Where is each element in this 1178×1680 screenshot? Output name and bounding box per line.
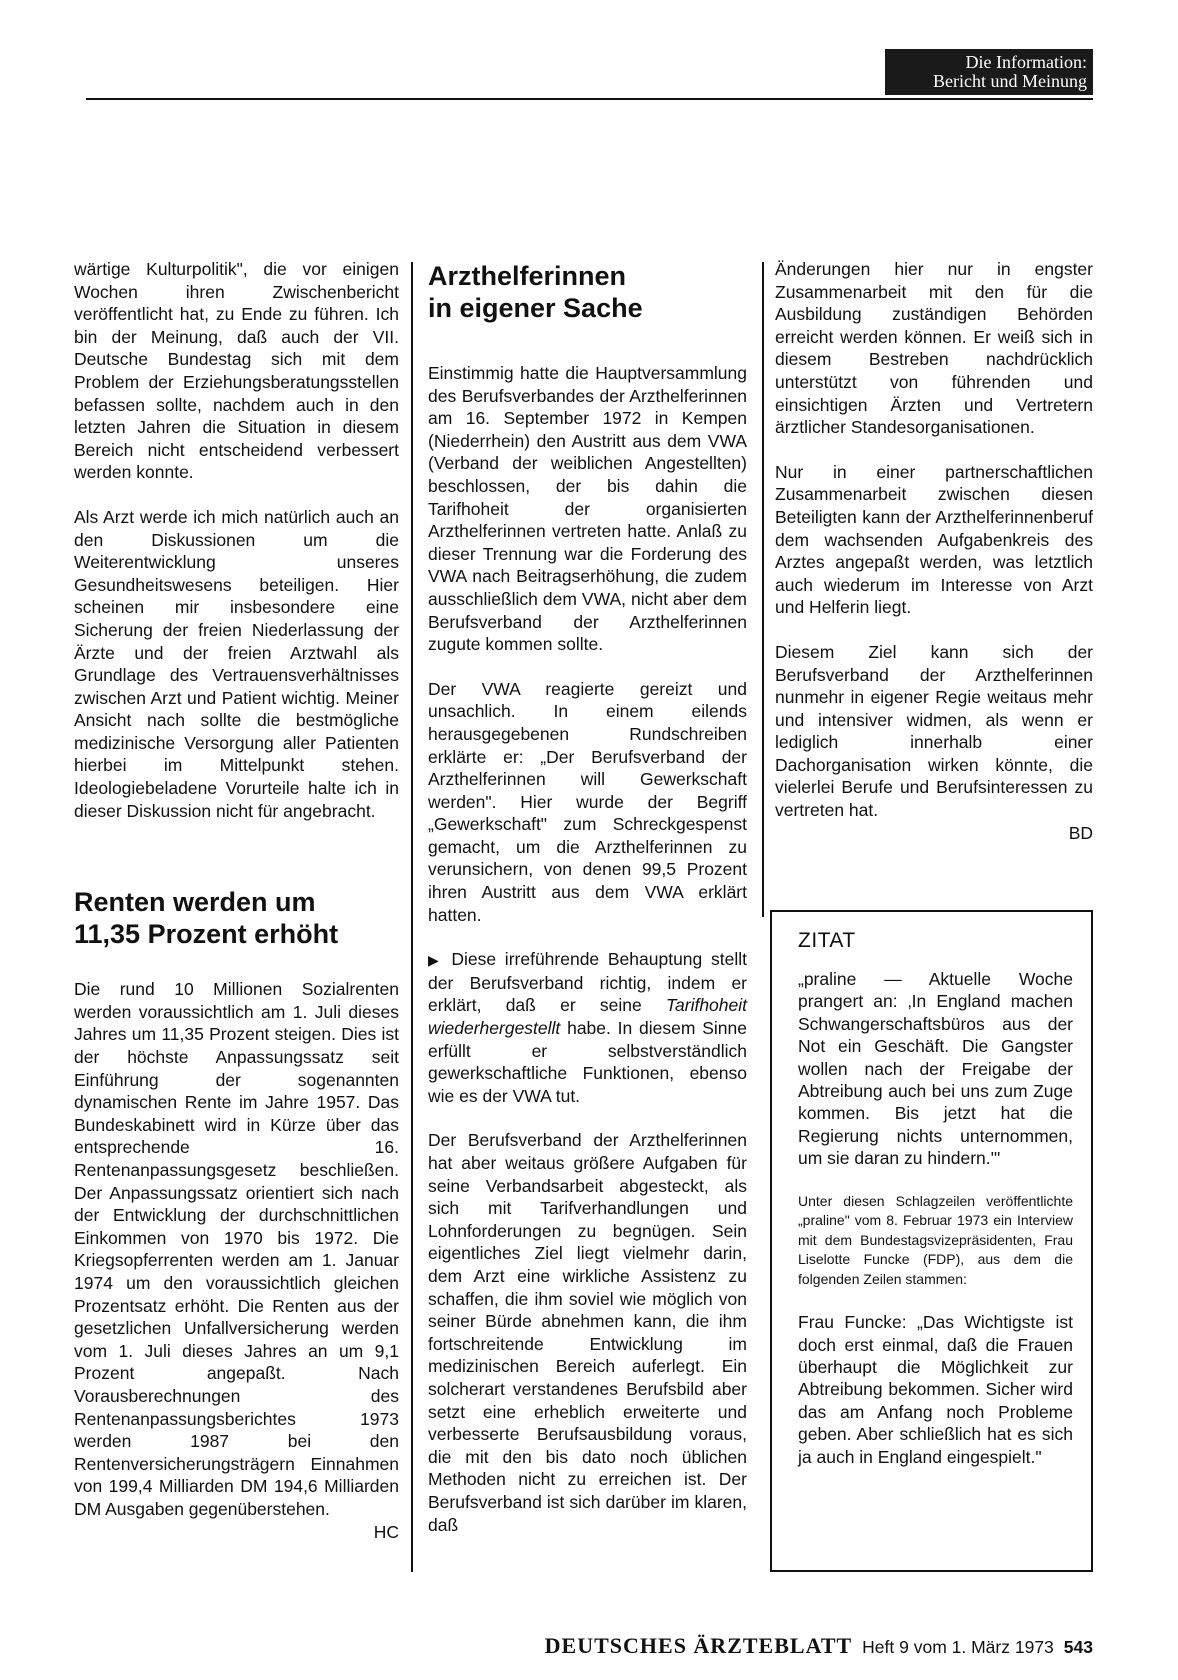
richtigstellung-text-2: habe. In diesem Sinne erfüllt er selbstverständlich gewerkschaftliche Funktionen, ebenso wie es der VWA tut.	[428, 1018, 747, 1106]
heading-arzthelferinnen-line1: Arzthelferinnen	[428, 261, 627, 291]
heading-arzthelferinnen	[428, 260, 747, 324]
zitat-quote: „praline — Aktuelle Woche prangert an: ‚In England machen Schwangerschaftsbüros aus der Not ein Geschäft. Die Gangster wollen nach der Freigabe der Abtreibung auch bei uns zum Zuge kommen. Bis jetzt hat die Regierung nichts unternommen, um sie daran zu hindern.'"	[798, 969, 1073, 1169]
zitat-box	[770, 910, 1093, 1572]
paragraph-partnerschaft: Nur in einer partnerschaftlichen Zusammenarbeit zwischen diesen Beteiligten kann der Arzthelferinnenberuf dem wachsenden Aufgabenkreis des Arztes angepaßt werden, was letztlich auch wiederum im Interesse von Arzt und Helferin liegt.	[775, 461, 1093, 618]
zitat-intro: Unter diesen Schlagzeilen veröffentlichte „praline" vom 8. Februar 1973 ein Interview mit dem Bundestagsvizepräsidenten, Frau Liselotte Funcke (FDP), aus dem die folgenden Zeilen stammen:	[798, 1192, 1073, 1287]
paragraph-hauptversammlung: Einstimmig hatte die Hauptversammlung des Berufsverbandes der Arzthelferinnen am 16. September 1972 in Kempen (Niederrhein) den Austritt aus dem VWA (Verband der weiblichen Angestellten) beschlossen, der bis dahin die Tarifhoheit der organisierten Arzthelferinnen vertreten hatte. Anlaß zu dieser Trennung war die Forderung des VWA nach Beitragserhöhung, die zudem ausschließlich dem VWA, nicht aber dem Berufsverband der Arzthelferinnen zugute kommen sollte.	[428, 363, 747, 655]
paragraph-ziel: Diesem Ziel kann sich der Berufsverband der Arzthelferinnen nunmehr in eigener Regie weitaus mehr und intensiver widmen, als wenn er lediglich innerhalb einer Dachorganisation wirken könnte, die vielerlei Berufe und Berufsinteressen zu vertreten hat.	[775, 641, 1093, 821]
section-label-line1: Die Information:	[965, 52, 1087, 72]
paragraph-verbandsarbeit: Der Berufsverband der Arzthelferinnen hat aber weitaus größere Aufgaben für seine Verbandsarbeit abgesteckt, als sich mit Tarifverhandlungen und Lohnforderungen zu begnügen. Sein eigentliches Ziel liegt vielmehr darin, dem Arzt eine wirkliche Assistenz zu schaffen, die ihm soviel wie möglich von seiner Bürde abnehmen kann, die ihm fortschreitende Entwicklung im medizinischen Bereich auferlegt. Ein solcherart verstandenes Berufsbild aber setzt eine erheblich erweiterte und verbesserte Berufsausbildung voraus, die mit den bis dato noch üblichen Methoden nicht zu erreichen ist. Der Berufsverband ist sich darüber im klaren, daß	[428, 1130, 747, 1535]
paragraph-kulturpolitik: wärtige Kulturpolitik", die vor einigen Wochen ihren Zwischenbericht veröffentlicht hat, zu Ende zu führen. Ich bin der Meinung, daß auch der VII. Deutsche Bundestag sich mit dem Problem der Erziehungsberatungsstellen befassen sollte, nachdem auch in den letzten Jahren die Situation in diesem Bereich nicht entscheidend verbessert werden konnte.	[74, 259, 399, 483]
section-label-line2: Bericht und Meinung	[933, 71, 1087, 91]
zitat-label: ZITAT	[798, 929, 856, 952]
paragraph-arzt-diskussion: Als Arzt werde ich mich natürlich auch an den Diskussionen um die Weiterentwicklung unseres Gesundheitswesens beteiligen. Hier scheinen mir insbesondere eine Sicherung der freien Niederlassung der Ärzte und der freien Arztwahl als Grundlage des Vertrauensverhältnisses zwischen Arzt und Patient wichtig. Meiner Ansicht nach sollte die bestmögliche medizinische Versorgung aller Patienten hierbei im Mittelpunkt stehen. Ideologiebeladene Vorurteile halte ich in dieser Diskussion nicht für angebracht.	[74, 506, 399, 821]
arrow-icon: ▶	[428, 952, 443, 969]
page-footer	[490, 1633, 1093, 1659]
column-2	[428, 258, 747, 1536]
heading-renten	[74, 886, 399, 950]
column-1	[74, 258, 399, 1543]
column-divider-1	[411, 262, 413, 1572]
journal-name: DEUTSCHES ÄRZTEBLATT	[544, 1633, 853, 1658]
heading-renten-line2: 11,35 Prozent erhöht	[74, 919, 339, 950]
heading-renten-line1: Renten werden um	[74, 887, 316, 918]
zitat-answer: Frau Funcke: „Das Wichtigste ist doch erst einmal, daß die Frauen überhaupt die Möglichkeit zur Abtreibung bekommen. Sicher wird das am Anfang noch Probleme geben. Aber schließlich hat es sich ja auch in England eingespielt."	[798, 1312, 1073, 1467]
signature-row-renten	[74, 1521, 399, 1544]
paragraph-richtigstellung	[428, 948, 747, 1107]
header-rule	[86, 98, 1093, 100]
page-number: 543	[1063, 1637, 1093, 1657]
heading-arzthelferinnen-line2: in eigener Sache	[428, 293, 643, 323]
signature-bd: BD	[1068, 822, 1093, 843]
signature-row-bd	[775, 822, 1093, 845]
richtigstellung-italic: Tarifhoheit wiederhergestellt	[428, 995, 747, 1039]
signature-hc: HC	[373, 1521, 399, 1542]
richtigstellung-text-1: Diese irreführende Behauptung stellt der Berufsverband richtig, indem er erklärt, daß er seine	[428, 949, 747, 1016]
section-label	[885, 49, 1093, 95]
issue-info: Heft 9 vom 1. März 1973	[862, 1637, 1054, 1657]
paragraph-aenderungen: Änderungen hier nur in engster Zusammenarbeit mit den für die Ausbildung zuständigen Behörden erreicht werden können. Er weiß sich in diesem Bestreben nachdrücklich unterstützt von führenden und einsichtigen Ärzten und Vertretern ärztlicher Standesorganisationen.	[775, 259, 1093, 438]
paragraph-renten: Die rund 10 Millionen Sozialrenten werden voraussichtlich am 1. Juli dieses Jahres um 11,35 Prozent steigen. Dies ist der höchste Anpassungssatz seit Einführung der sogenannten dynamischen Rente im Jahre 1957. Das Bundeskabinett wird in Kürze über das entsprechende 16. Rentenanpassungsgesetz beschließen. Der Anpassungssatz orientiert sich nach der Entwicklung der durchschnittlichen Einkommen von 1970 bis 1972. Die Kriegsopferrenten werden am 1. Januar 1974 um den voraussichtlich gleichen Prozentsatz erhöht. Die Renten aus der gesetzlichen Unfallversicherung werden vom 1. Juli dieses Jahres an um 9,1 Prozent angepaßt. Nach Vorausberechnungen des Rentenanpassungsberichtes 1973 werden 1987 bei den Rentenversicherungsträgern Einnahmen von 199,4 Milliarden DM 194,6 Milliarden DM Ausgaben gegenüberstehen.	[74, 979, 399, 1519]
column-3	[775, 258, 1093, 844]
paragraph-vwa-reaktion: Der VWA reagierte gereizt und unsachlich. In einem eilends herausgegebenen Rundschreiben erklärte er: „Der Berufsverband der Arzthelferinnen will Gewerkschaft werden". Hier wurde der Begriff „Gewerkschaft" zum Schreckgespenst gemacht, um die Arzthelferinnen zu verunsichern, von denen 99,5 Prozent ihren Austritt aus dem VWA erklärt hatten.	[428, 678, 747, 925]
column-divider-2	[762, 262, 764, 917]
